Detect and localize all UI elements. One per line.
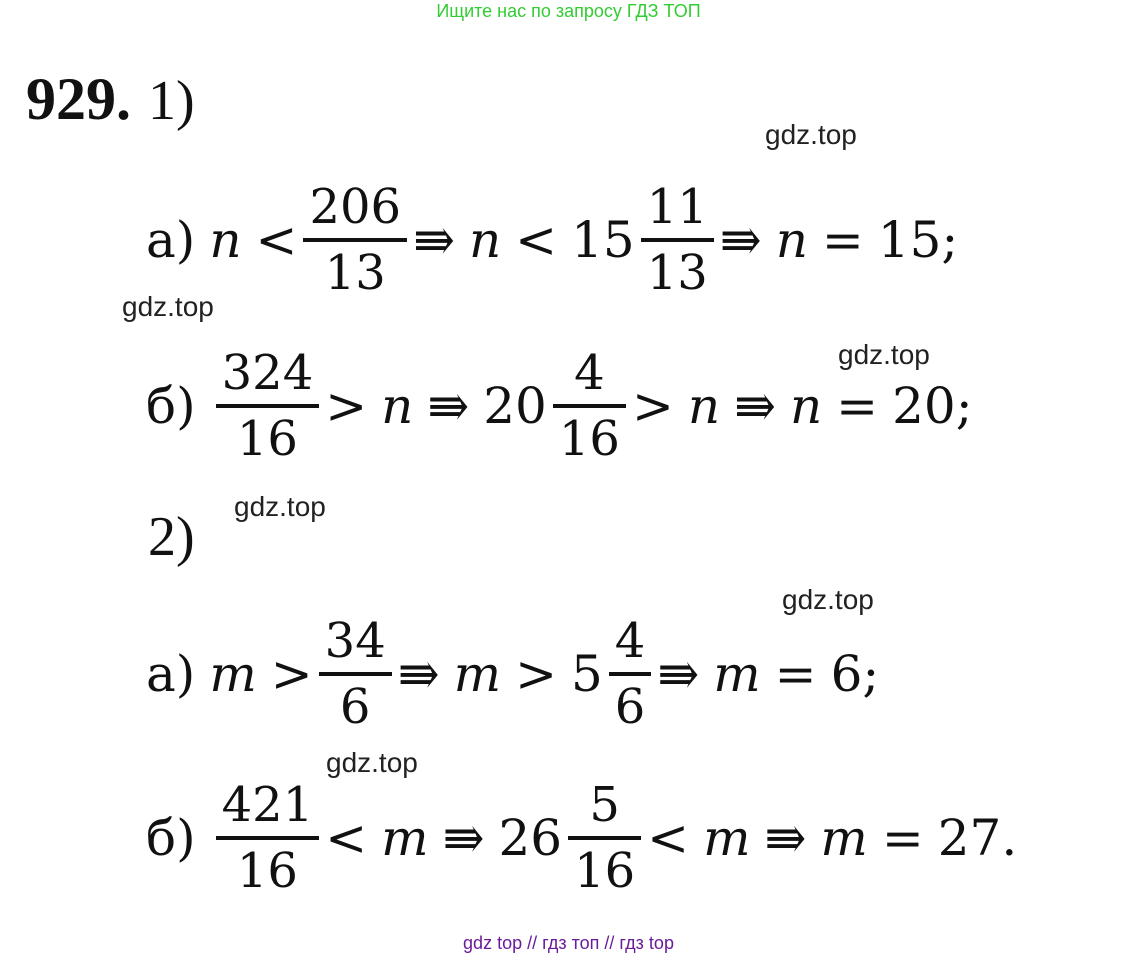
- variable: m: [820, 809, 868, 867]
- relation-sign: <: [647, 809, 690, 867]
- result-value: 15: [877, 211, 942, 269]
- relation-sign: <: [325, 809, 368, 867]
- variable: m: [381, 809, 429, 867]
- equals-sign: =: [821, 211, 864, 269]
- fraction-bar: [319, 672, 392, 676]
- item-label: а): [146, 645, 196, 703]
- relation-sign: >: [325, 377, 368, 435]
- implies-sign: ⇛: [657, 645, 700, 703]
- result-value: 27: [937, 809, 1002, 867]
- relation-sign: >: [270, 645, 313, 703]
- fraction-bar: [641, 238, 714, 242]
- fraction-mixed: [553, 346, 626, 466]
- watermark: gdz.top: [838, 339, 930, 370]
- part-1-label: 1): [148, 70, 195, 132]
- numerator: 5: [589, 777, 620, 833]
- implies-sign: ⇛: [397, 645, 440, 703]
- variable: n: [468, 211, 502, 269]
- line-end: ;: [941, 211, 959, 269]
- fraction-improper: [319, 614, 392, 734]
- variable: n: [209, 211, 242, 269]
- variable: m: [713, 645, 761, 703]
- item-label: б): [146, 377, 196, 435]
- equation-line-1a: [146, 170, 958, 310]
- part-2-label: 2): [148, 506, 195, 568]
- variable: n: [775, 211, 808, 269]
- fraction-bar: [553, 404, 626, 408]
- whole-part: 5: [570, 645, 603, 703]
- implies-sign: ⇛: [734, 377, 776, 435]
- numerator: 324: [221, 345, 314, 401]
- result-value: 6: [830, 645, 863, 703]
- watermark: gdz.top: [122, 291, 214, 322]
- line-end: ;: [955, 377, 973, 435]
- fraction-bar: [609, 672, 652, 676]
- fraction-improper: [216, 346, 320, 466]
- line-end: ;: [862, 645, 880, 703]
- equals-sign: =: [836, 377, 879, 435]
- denominator: 6: [614, 679, 646, 735]
- relation-sign: <: [515, 211, 558, 269]
- fraction-bar: [303, 238, 407, 242]
- result-value: 20: [892, 377, 956, 435]
- denominator: 16: [236, 411, 298, 467]
- fraction-bar: [216, 836, 320, 840]
- watermark: gdz.top: [782, 584, 874, 615]
- implies-sign: ⇛: [442, 809, 485, 867]
- fraction-mixed: [568, 778, 641, 898]
- numerator: 4: [614, 613, 646, 669]
- implies-sign: ⇛: [413, 211, 455, 269]
- implies-sign: ⇛: [764, 809, 807, 867]
- numerator: 421: [221, 777, 314, 833]
- relation-sign: >: [631, 377, 674, 435]
- watermark: gdz.top: [234, 491, 326, 522]
- variable: n: [789, 377, 823, 435]
- denominator: 13: [324, 245, 386, 301]
- watermark: gdz.top: [326, 747, 418, 778]
- equation-line-2a: [146, 604, 879, 744]
- equation-line-2b: [146, 768, 1017, 908]
- numerator: 4: [574, 345, 605, 401]
- fraction-mixed: [609, 614, 652, 734]
- denominator: 6: [339, 679, 371, 735]
- watermark: gdz.top: [765, 119, 857, 150]
- fraction-bar: [568, 836, 641, 840]
- relation-sign: >: [515, 645, 557, 703]
- implies-sign: ⇛: [719, 211, 762, 269]
- denominator: 16: [236, 843, 298, 899]
- whole-part: 20: [483, 377, 547, 435]
- denominator: 16: [558, 411, 620, 467]
- variable: m: [209, 645, 257, 703]
- fraction-bar: [216, 404, 320, 408]
- relation-sign: <: [255, 211, 298, 269]
- numerator: 11: [646, 179, 708, 235]
- problem-number: 929.: [26, 66, 131, 132]
- fraction-improper: [216, 778, 320, 898]
- fraction-improper: [303, 180, 407, 300]
- item-label: б): [146, 809, 196, 867]
- line-end: .: [1001, 809, 1018, 867]
- footer-credits: gdz top // гдз топ // гдз top: [463, 933, 674, 953]
- variable: n: [687, 377, 721, 435]
- whole-part: 26: [498, 809, 563, 867]
- search-hint-banner: Ищите нас по запросу ГДЗ ТОП: [436, 1, 701, 21]
- numerator: 206: [309, 179, 402, 235]
- whole-part: 15: [571, 211, 635, 269]
- implies-sign: ⇛: [427, 377, 470, 435]
- variable: n: [381, 377, 414, 435]
- item-label: а): [146, 211, 196, 269]
- equals-sign: =: [881, 809, 924, 867]
- equals-sign: =: [774, 645, 817, 703]
- fraction-mixed: [641, 180, 714, 300]
- variable: m: [703, 809, 751, 867]
- variable: m: [453, 645, 502, 703]
- numerator: 34: [324, 613, 386, 669]
- denominator: 13: [646, 245, 708, 301]
- denominator: 16: [574, 843, 636, 899]
